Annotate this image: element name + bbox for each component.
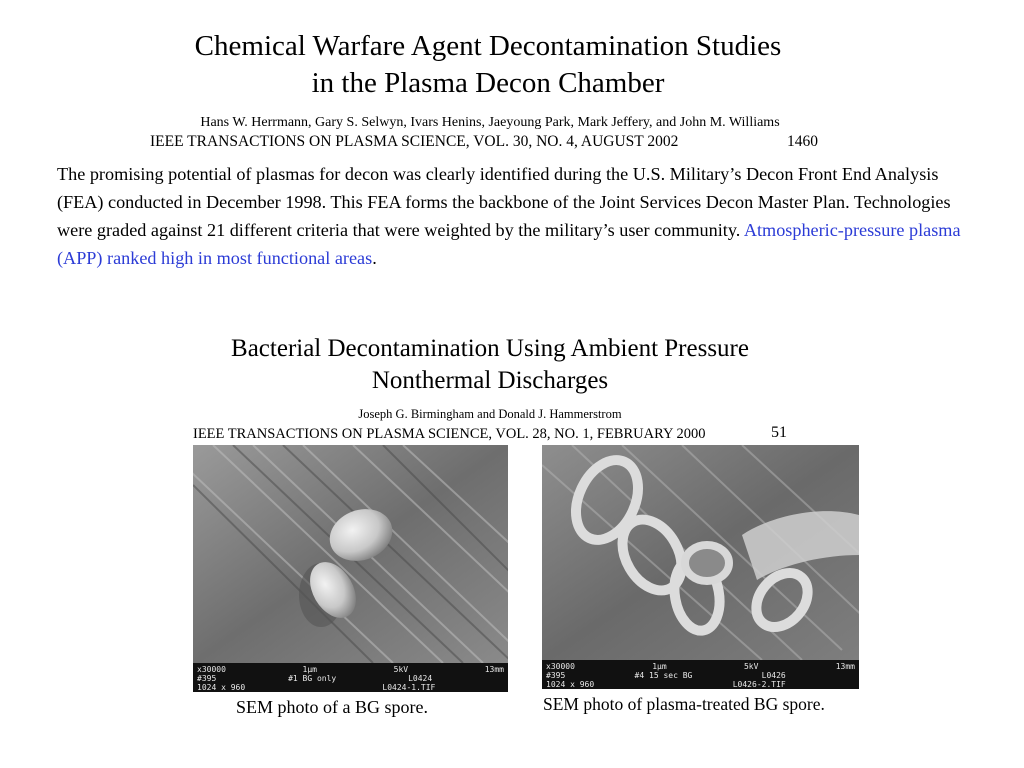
resolution-label: 1024 x 960 xyxy=(546,680,595,689)
resolution-label: 1024 x 960 xyxy=(197,683,246,692)
scale-label: 1µm xyxy=(302,665,317,674)
sem-info-bar-1 xyxy=(193,663,508,692)
image-id-label: L0426 xyxy=(761,671,786,680)
paper1-page: 1460 xyxy=(787,133,818,150)
magnification-label: x30000 xyxy=(197,665,226,674)
working-distance-label: 13mm xyxy=(484,665,504,674)
paper2-page: 51 xyxy=(771,424,787,441)
paper2-title-line1: Bacterial Decontamination Using Ambient Pressure xyxy=(231,335,749,362)
magnification-label: x30000 xyxy=(546,662,575,671)
photo-caption-untreated: SEM photo of a BG spore. xyxy=(236,697,428,717)
sample-number-label: #395 xyxy=(546,671,566,680)
working-distance-label: 13mm xyxy=(835,662,855,671)
scale-label: 1µm xyxy=(652,662,667,671)
sem-image-plasma-treated xyxy=(542,445,859,660)
sample-description-label: #1 BG only xyxy=(288,674,337,683)
paper2-journal: IEEE TRANSACTIONS ON PLASMA SCIENCE, VOL. 28, NO. 1, FEBRUARY 2000 xyxy=(193,426,706,442)
paper2-title xyxy=(100,333,880,397)
image-id-label: L0424 xyxy=(408,674,433,683)
voltage-label: 5kV xyxy=(393,665,409,674)
paper1-title xyxy=(60,28,916,102)
sample-number-label: #395 xyxy=(197,674,217,683)
paper2-authors: Joseph G. Birmingham and Donald J. Hammerstrom xyxy=(358,407,622,421)
voltage-label: 5kV xyxy=(743,662,759,671)
paper1-title-line1: Chemical Warfare Agent Decontamination Studies xyxy=(194,30,782,62)
paper1-authors: Hans W. Herrmann, Gary S. Selwyn, Ivars Henins, Jaeyoung Park, Mark Jeffery, and John M. Williams xyxy=(200,115,780,130)
paragraph-text: The promising potential of plasmas for decon was clearly identified during the U.S. Military’s Decon Front End Analysis (FEA) conducted in December 1998. This FEA forms the backbone of the Joint Services Decon Master Plan. Technologies were graded against 21 different criteria that were weighted by the military’s user community. xyxy=(57,164,951,240)
paper2-title-line2: Nonthermal Discharges xyxy=(371,367,609,394)
paragraph-highlight: Atmospheric-pressure plasma (APP) ranked high in most functional areas xyxy=(57,220,961,268)
paper1-journal: IEEE TRANSACTIONS ON PLASMA SCIENCE, VOL. 30, NO. 4, AUGUST 2002 xyxy=(150,133,679,150)
sem-photo-untreated xyxy=(193,445,508,692)
filename-label: L0424-1.TIF xyxy=(382,683,436,692)
sem-photo-plasma-treated xyxy=(542,445,859,689)
filename-label: L0426-2.TIF xyxy=(732,680,786,689)
paragraph-end: . xyxy=(372,248,377,268)
sem-info-bar-2 xyxy=(542,660,859,689)
summary-paragraph xyxy=(57,160,969,272)
sem-image-untreated xyxy=(193,445,508,663)
sample-description-label: #4 15 sec BG xyxy=(634,671,693,680)
paper1-title-line2: in the Plasma Decon Chamber xyxy=(311,67,665,99)
photo-caption-plasma-treated: SEM photo of plasma-treated BG spore. xyxy=(543,694,825,714)
